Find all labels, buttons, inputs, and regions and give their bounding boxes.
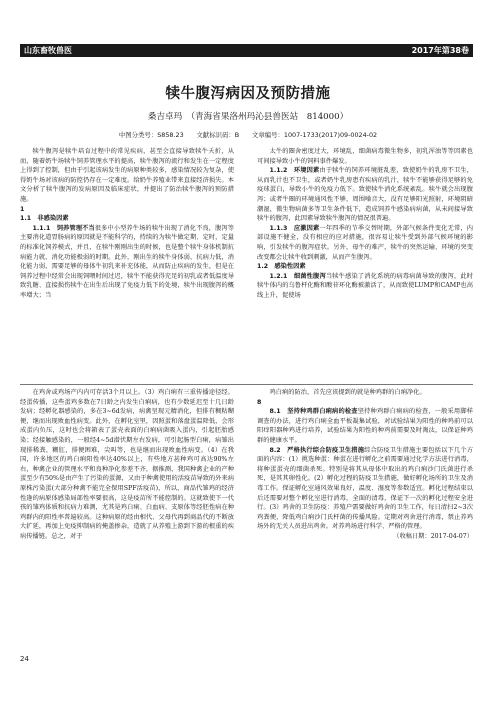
right-column-top: [257, 147, 473, 383]
paragraph-text: 由于犊牛的饲养环境脏乱差，致使奶牛的乳房不卫生，从而乳汁也不卫生，或者奶牛乳房患有疾病的乳汁，犊牛不能够获得足够的免疫球蛋白，导致小牛的免疫力低下。致使犊牛消化系统紊乱。犊牛就会出现腹泻；或者牛圈的环境通风性不够，周围噪音大，没有足够阳光照射，环境阴暗潮湿，微生物病菌多等卫生条件低下，造成饲养牛感染病病菌，从未间接导致犊牛的腹泻，此因素导致犊牛腹泻的情况很普遍。: [257, 167, 473, 223]
journal-header-bar: [20, 44, 473, 57]
paragraph-text: 犊牛腹泻是犊牛培育过程中的常见疾病，甚至会直接导致犊牛夭折，从而，随着奶牛场犊牛饲养管理水平的提高，犊牛腹泻的流行和发生在一定程度上得到了控制，但由于引起该病发生的病原种类较多，感染情况较为复杂，使得奶牛场对该病的防控仍存在一定难度。给奶牛养殖业带来直接经济损失。本文分析了犊牛腹泻的发病原因及临床症状，并提出了防治犊牛腹泻的预防措施。: [20, 148, 234, 203]
paragraph-text: （收稿日期：2017-04-07）: [393, 532, 473, 540]
paragraph-text: 综合防疫卫生措施主要包括以下几个方面的内容：(1）挑选种蛋：种蛋在进行孵化之前需要通过化学方法进行消毒，将种蛋蛋壳的细菌杀死。特别是将其从母体中取出的鸡白痢沙门氏菌进行杀死，是其其卵性化。(2）孵化过程的防疫卫生措施，做好孵化场所的卫生及消毒工作。保证孵化室通风效果良好，温度、湿度等参数适宜。孵化过程结束以后还需要对整个孵化室进行消毒，全面的清毒，保证下一次的孵化过程安全进行。(3）鸡舍的卫生防疫：养殖户需要做好鸡舍的卫生工作，每日清扫2~3次鸡粪便，降低鸡白痢沙门氏杆菌的传播风险。定期对鸡舍进行消毒，禁止养鸡场外的无关人员进出鸡舍。对养鸡场进行科学、严格的管理。: [257, 446, 473, 531]
paragraph: [257, 407, 473, 445]
left-column-bottom: [20, 388, 234, 650]
paragraph-text: 鸡白痢的防治，首先应该提到的就是种鸡群的白痢净化。: [269, 389, 426, 396]
paragraph: [257, 272, 473, 301]
paragraph-text: 在鸡舍或鸡场产内内可存活3个月以上。（3）鸡白痢有三重传播途径经。经蛋传播，这些蛋鸡多数在7日龄之内发生白痢病，也有少数延迟至十几日龄发病；经孵化器感染的，多在3~6d发病，病禽呈现元精消化，但排有稠粘糊便，继而出现败血性病变。此外，在孵化室里，因照蛋和落盘蛋温降低，会形成蛋内负压，这时也会将箱表了蛋壳表面的白痢病菌吸入蛋内，引起胚胎感染；经接触感染的，一般经4~5d潜伏期左右发病，可引起肠型白痢，病雏出现排稀粪，糊肛，排便困难，尖叫等，也是继而出现败血性病变。（4）在我国，许多地区的鸡白痢阳性率达40%以上，有些地方甚种鸡可高达90%左右，种禽企业的管理水平和良种净化参差不齐，据推测，我国种禽企业的产种蛋至少有50%是由产生了污染的蛋源，又由于种禽使用的活疫苗导致的外来病原株污染蛋(大部分种禽不能完全保用SPF活疫苗)，所以，商品代雏鸡的经济性逢的病原体感染局部性率要很高，这是疫苗所不能控制的。这就致使下一代孩的雏鸡体质和抗病力难测，尤其是鸡白痢、白血病、支原体等经胚性病在种鸡群内的阳性率普遍较高。这种病原的经由相代、父母代再到商品代的不断放大扩延，再加上免疫抑制病的掩盖掺杂，造就了从养殖上游到下游的根重的疾病传播链。总之，对于: [20, 389, 234, 540]
paragraph: [20, 388, 234, 542]
author-line: 桑吉卓玛 （青海省果洛州玛沁县兽医站 814000）: [147, 112, 349, 122]
right-column-bottom: [257, 388, 473, 650]
paragraph-text: 坚持种鸡群白痢病的检查，一般采用脚样调查的办法，进行鸡白痢全血平板凝集试验，对试验结果为阳性的种鸡前可以阳痒阳器种鸡进行培养，试验结果为阳性的种鸡前需要及时淘汰，以保证种鸡群的健康水平。: [257, 408, 473, 444]
subsection-heading: 1.1.1 饲养管理不当: [32, 224, 95, 232]
paragraph: [257, 388, 473, 398]
received-date: [257, 532, 473, 542]
page-number: 24: [20, 655, 29, 663]
subsection-heading: 1.1.2 环境因素: [269, 167, 320, 175]
section-heading: 1.1 非感染因素: [20, 215, 69, 223]
subsection-heading: 1.1.3 应激因素: [269, 224, 320, 232]
paragraph-text: 当犊牛感染了消化系统的病毒病菌导致的腹泻，此时犊牛体内的乌鲁杆化酶和酸苷环化酶被激活了，从而致使LUMP和CAMP也高线上升，促使场: [257, 272, 473, 299]
subsection-heading: 8.1 坚持种鸡群白痢病的检查: [269, 408, 358, 416]
classification-line: 中图分类号：S858.23 文献标识码：B 文章编号：1007-1733(2017)09-0024-02: [118, 131, 378, 139]
article-title: 犊牛腹泻病因及预防措施: [165, 86, 331, 102]
paragraph: [257, 224, 473, 262]
paragraph: [257, 147, 473, 166]
journal-name: 山东畜牧兽医: [24, 46, 72, 55]
section-heading: 1: [20, 205, 31, 213]
paragraph: [257, 166, 473, 224]
paragraph: [20, 224, 234, 301]
subsection-heading: 1.2.1 细菌性腹泻: [269, 272, 326, 280]
paragraph-text: 很多中小型养牛场的犊牛出现了消化不良，腹泻等主要消化道胃肠病的原因就是不能科学的，持续的为犊牛做定期、定时，定量的标准化饲养模式，并且，在犊牛刚刚出生的时候，也是整个犊牛身体机制抗病能力就，消化功能极弱的时期。此外，刚出生的犊牛身体弱，抗病力低，消化能力弱，需要足够的母体牛初乳来补充体能，从而防止疾病的发生，但是在饲养过程中经常会出现饲喂时间过迟，犊牛不能获得充足的初乳或者低温度导致乳糖、直接损伤犊牛在出生后出现了免疫力低下的处境，犊牛出现腹泻的概率增大；当: [20, 224, 234, 299]
left-column-top: [20, 147, 234, 383]
paragraph: [20, 147, 234, 205]
subsection-heading: 8.2 严格执行综合防疫卫生措施: [269, 446, 365, 454]
paragraph-text: 一年四季的节季交替时期，外部气候条件变化无常，内部设施不健全，没有相应的应对措施，很容易让犊牛受到外部气候环境的影响，引发犊牛的腹泻症状。另外，母牛的难产，犊牛的突然运输、环境的突变改变都会让犊牛收到刺激，从而产生腹泻。: [257, 224, 473, 261]
journal-issue: 2017年第38卷: [411, 46, 469, 55]
paragraph-text: 太牛的圈舍密度过大，环境乱，细菌病毒微生物多，初乳浑浊等等因素也可间接导致小牛的饲料事件爆发。: [257, 148, 473, 165]
paragraph: [257, 446, 473, 532]
section-divider: [20, 384, 473, 385]
section-heading: 8: [257, 398, 262, 406]
section-heading: 1.2 感染性因素: [257, 263, 306, 271]
